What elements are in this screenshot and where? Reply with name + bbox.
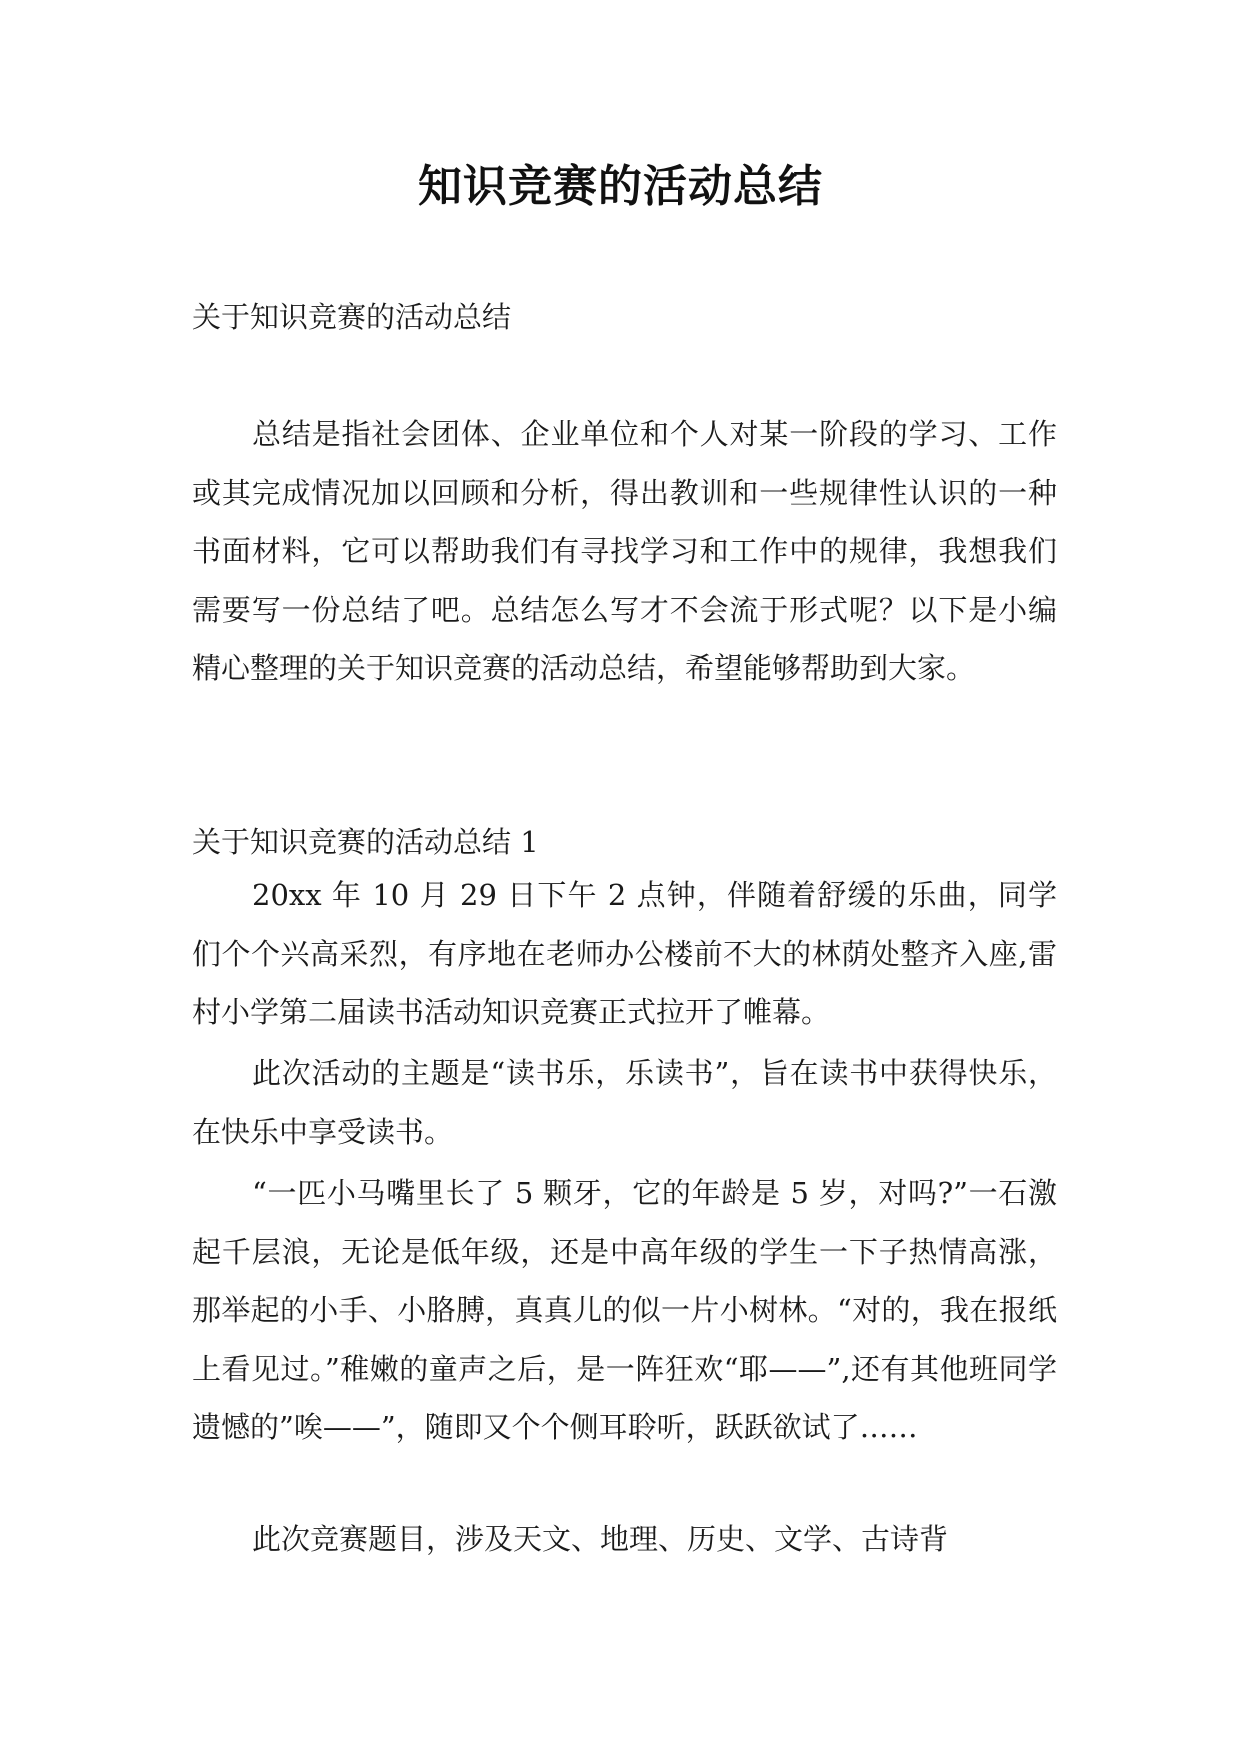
body-paragraph: 此次活动的主题是“读书乐，乐读书”，旨在读书中获得快乐，在快乐中享受读书。 xyxy=(192,1056,1057,1149)
document-title: 知识竞赛的活动总结 xyxy=(418,161,823,212)
body-paragraph: 20xx 年 10 月 29 日下午 2 点钟，伴随着舒缓的乐曲，同学们个个兴高采烈，有序地在老师办公楼前不大的林荫处整齐入座,雷村小学第二届读书活动知识竞赛正式拉开了帷幕。 xyxy=(192,878,1057,1029)
body-paragraph: 此次竞赛题目，涉及天文、地理、历史、文学、古诗背 xyxy=(252,1522,949,1556)
section-heading: 关于知识竞赛的活动总结 1 xyxy=(192,825,539,859)
document-subtitle: 关于知识竞赛的活动总结 xyxy=(192,300,512,334)
body-paragraph: “一匹小马嘴里长了 5 颗牙，它的年龄是 5 岁，对吗?”一石激起千层浪，无论是低年级，还是中高年级的学生一下子热情高涨，那举起的小手、小胳膊，真真儿的似一片小树林。“对的，我在报纸上看见过。”稚嫩的童声之后，是一阵狂欢“耶——”,还有其他班同学遗憾的”唉——”，随即又个个侧耳聆听，跃跃欲试了…… xyxy=(192,1176,1057,1444)
intro-paragraph: 总结是指社会团体、企业单位和个人对某一阶段的学习、工作或其完成情况加以回顾和分析，得出教训和一些规律性认识的一种书面材料，它可以帮助我们有寻找学习和工作中的规律，我想我们需要写一份总结了吧。总结怎么写才不会流于形式呢？以下是小编精心整理的关于知识竞赛的活动总结，希望能够帮助到大家。 xyxy=(192,417,1057,685)
